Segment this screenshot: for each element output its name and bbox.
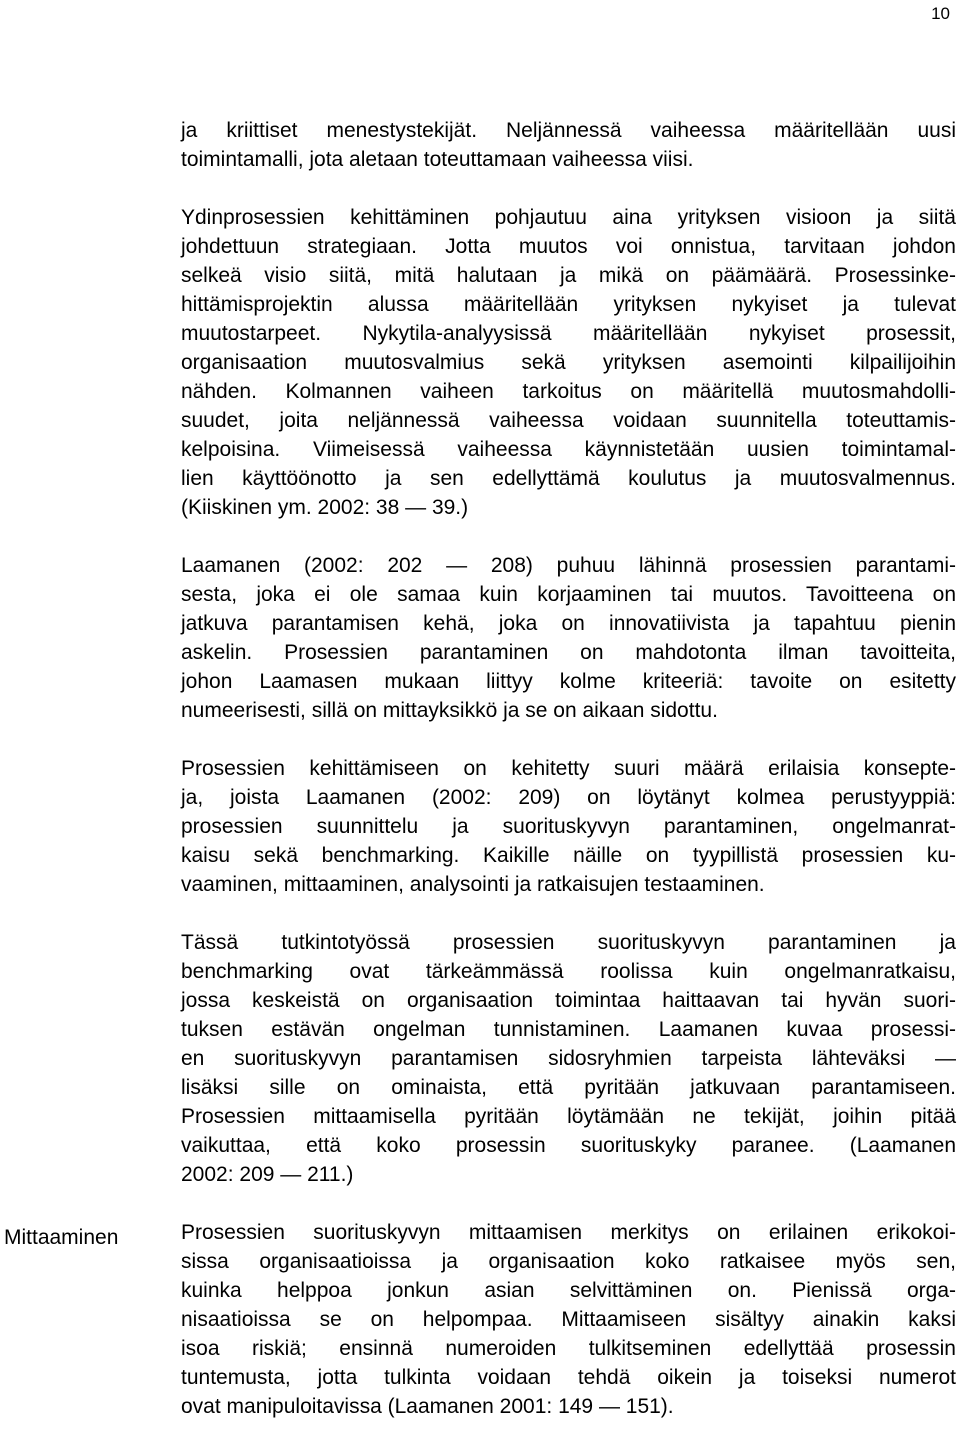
- text-line: jossa keskeistä on organisaation toimintaa haittaavan tai hyvän suori-: [181, 989, 956, 1012]
- margin-heading-mittaaminen: Mittaaminen: [4, 1226, 119, 1249]
- text-line: ja kriittiset menestystekijät. Neljännessä vaiheessa määritellään uusi: [181, 119, 956, 142]
- text-line: lien käyttöönotto ja sen edellyttämä koulutus ja muutosvalmennus.: [181, 467, 956, 490]
- text-line: kuinka helppoa jonkun asian selvittäminen on. Pienissä orga-: [181, 1279, 956, 1302]
- text-line: sesta, joka ei ole samaa kuin korjaaminen tai muutos. Tavoitteena on: [181, 583, 956, 606]
- paragraph: [181, 754, 956, 899]
- body-text: [181, 116, 956, 1450]
- paragraph: [181, 1218, 956, 1421]
- text-line: Laamanen (2002: 202 — 208) puhuu lähinnä prosessien parantami-: [181, 554, 956, 577]
- text-line: isoa riskiä; ensinnä numeroiden tulkitseminen edellyttää prosessin: [181, 1337, 956, 1360]
- text-line: vaikuttaa, että koko prosessin suorituskyky paranee. (Laamanen: [181, 1134, 956, 1157]
- paragraph: [181, 116, 956, 174]
- text-line: Prosessien suorituskyvyn mittaamisen merkitys on erilainen erikokoi-: [181, 1221, 956, 1244]
- text-line: ovat manipuloitavissa (Laamanen 2001: 149 — 151).: [181, 1395, 674, 1418]
- text-line: Prosessien kehittämiseen on kehitetty suuri määrä erilaisia konsepte-: [181, 757, 956, 780]
- text-line: Ydinprosessien kehittäminen pohjautuu aina yrityksen visioon ja siitä: [181, 206, 956, 229]
- text-line: vaaminen, mittaaminen, analysointi ja ratkaisujen testaaminen.: [181, 873, 765, 896]
- text-line: en suorituskyvyn parantamisen sidosryhmien tarpeista lähteväksi —: [181, 1047, 956, 1070]
- paragraph: [181, 551, 956, 725]
- text-line: kaisu sekä benchmarking. Kaikille näille on tyypillistä prosessien ku-: [181, 844, 956, 867]
- text-line: johdettuun strategiaan. Jotta muutos voi onnistua, tarvitaan johdon: [181, 235, 956, 258]
- text-line: numeerisesti, sillä on mittayksikkö ja se on aikaan sidottu.: [181, 699, 718, 722]
- text-line: jatkuva parantamisen kehä, joka on innovatiivista ja tapahtuu pienin: [181, 612, 956, 635]
- text-line: toimintamalli, jota aletaan toteuttamaan vaiheessa viisi.: [181, 148, 694, 171]
- paragraph: [181, 928, 956, 1189]
- text-line: Prosessien mittaamisella pyritään löytämään ne tekijät, joihin pitää: [181, 1105, 956, 1128]
- text-line: tuksen estävän ongelman tunnistaminen. Laamanen kuvaa prosessi-: [181, 1018, 956, 1041]
- text-line: suudet, joita neljännessä vaiheessa voidaan suunnitella toteuttamis-: [181, 409, 956, 432]
- paragraph: [181, 203, 956, 522]
- text-line: 2002: 209 — 211.): [181, 1163, 354, 1186]
- text-line: nisaatioissa se on helpompaa. Mittaamiseen sisältyy ainakin kaksi: [181, 1308, 956, 1331]
- text-line: nähden. Kolmannen vaiheen tarkoitus on määritellä muutosmahdolli-: [181, 380, 956, 403]
- text-line: hittämisprojektin alussa määritellään yrityksen nykyiset ja tulevat: [181, 293, 956, 316]
- text-line: Tässä tutkintotyössä prosessien suorituskyvyn parantaminen ja: [181, 931, 956, 954]
- text-line: lisäksi sille on ominaista, että pyritään jatkuvaan parantamiseen.: [181, 1076, 956, 1099]
- text-line: selkeä visio siitä, mitä halutaan ja mikä on päämäärä. Prosessinke-: [181, 264, 956, 287]
- text-line: askelin. Prosessien parantaminen on mahdotonta ilman tavoitteita,: [181, 641, 956, 664]
- text-line: tuntemusta, jotta tulkinta voidaan tehdä oikein ja toiseksi numerot: [181, 1366, 956, 1389]
- text-line: muutostarpeet. Nykytila-analyysissä määritellään nykyiset prosessit,: [181, 322, 956, 345]
- text-line: ja, joista Laamanen (2002: 209) on löytänyt kolmea perustyyppiä:: [181, 786, 956, 809]
- text-line: benchmarking ovat tärkeämmässä roolissa kuin ongelmanratkaisu,: [181, 960, 956, 983]
- text-line: johon Laamasen mukaan liittyy kolme kriteeriä: tavoite on esitetty: [181, 670, 956, 693]
- text-line: organisaation muutosvalmius sekä yrityksen asemointi kilpailijoihin: [181, 351, 956, 374]
- text-line: kelpoisina. Viimeisessä vaiheessa käynnistetään uusien toimintamal-: [181, 438, 956, 461]
- text-line: prosessien suunnittelu ja suorituskyvyn parantaminen, ongelmanrat-: [181, 815, 956, 838]
- text-line: (Kiiskinen ym. 2002: 38 — 39.): [181, 496, 469, 519]
- text-line: sissa organisaatioissa ja organisaation koko ratkaisee myös sen,: [181, 1250, 956, 1273]
- page-number: 10: [931, 4, 950, 23]
